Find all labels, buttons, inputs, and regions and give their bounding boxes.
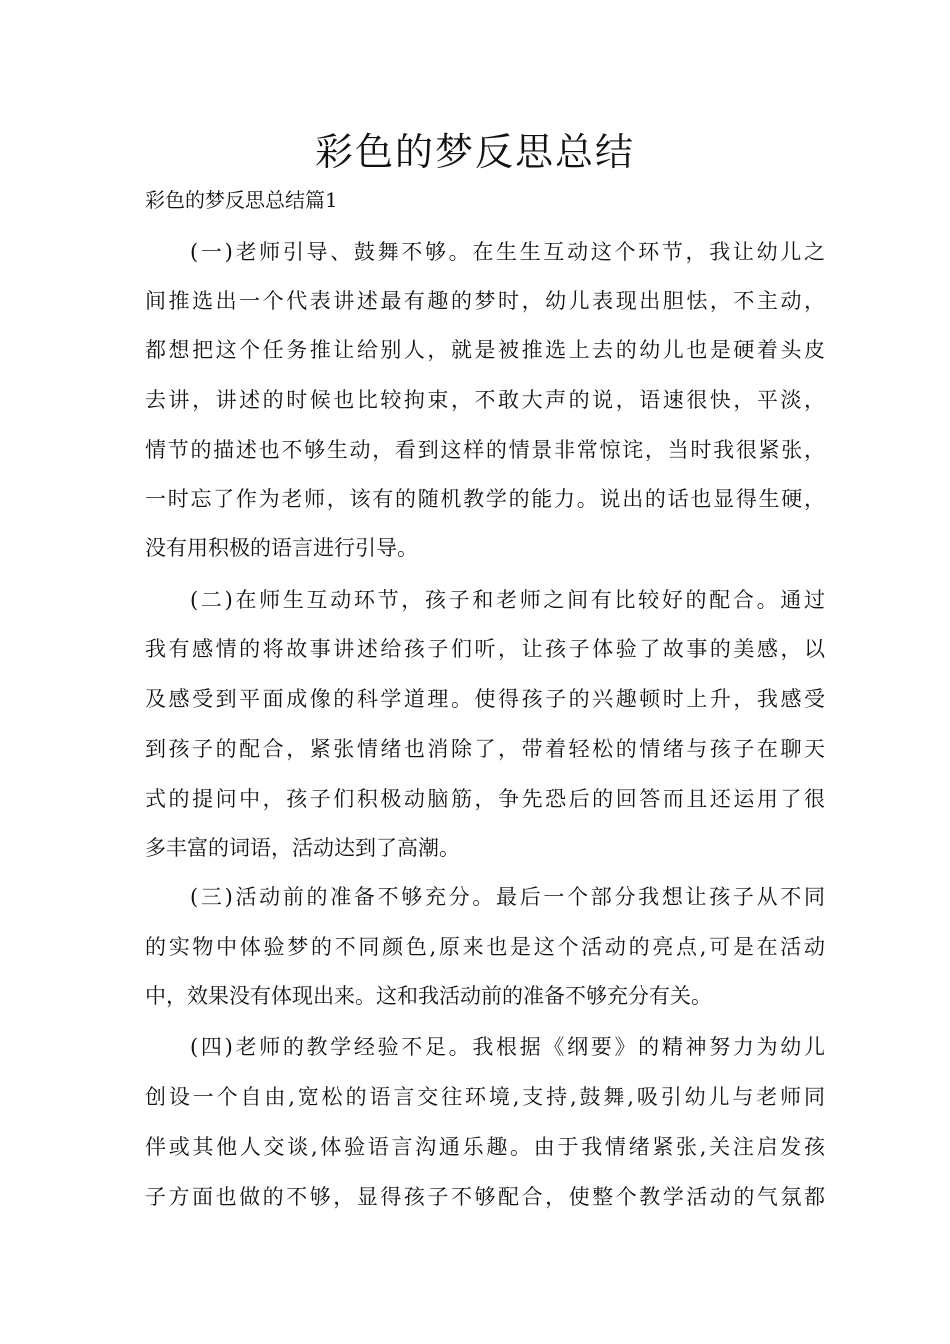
section-heading: 彩色的梦反思总结篇1	[145, 188, 338, 212]
paragraph-1-line: 情节的描述也不够生动，看到这样的情景非常惊诧，当时我很紧张，	[145, 438, 825, 462]
paragraph-1-line: (一)老师引导、鼓舞不够。在生生互动这个环节，我让幼儿之	[190, 240, 825, 264]
paragraph-1-line: 间推选出一个代表讲述最有趣的梦时，幼儿表现出胆怯，不主动，	[145, 289, 825, 313]
paragraph-2-line: 到孩子的配合，紧张情绪也消除了，带着轻松的情绪与孩子在聊天	[145, 737, 825, 761]
paragraph-2-line: 式的提问中，孩子们积极动脑筋，争先恐后的回答而且还运用了很	[145, 787, 825, 811]
paragraph-3-line: (三)活动前的准备不够充分。最后一个部分我想让孩子从不同	[190, 885, 825, 909]
document-title: 彩色的梦反思总结	[314, 130, 635, 174]
paragraph-2-line: (二)在师生互动环节，孩子和老师之间有比较好的配合。通过	[190, 588, 825, 612]
paragraph-3-line: 的实物中体验梦的不同颜色,原来也是这个活动的亮点,可是在活动	[145, 935, 825, 959]
paragraph-1-line: 去讲，讲述的时候也比较拘束，不敢大声的说，语速很快，平淡，	[145, 388, 825, 412]
paragraph-4-line: 子方面也做的不够，显得孩子不够配合，使整个教学活动的气氛都	[145, 1185, 825, 1209]
paragraph-3-line: 中，效果没有体现出来。这和我活动前的准备不够充分有关。	[145, 984, 712, 1008]
paragraph-2-line: 我有感情的将故事讲述给孩子们听，让孩子体验了故事的美感，以	[145, 637, 825, 661]
paragraph-1-line: 一时忘了作为老师，该有的随机教学的能力。说出的话也显得生硬，	[145, 487, 825, 511]
paragraph-2-line: 多丰富的词语，活动达到了高潮。	[145, 836, 460, 860]
paragraph-4-line: (四)老师的教学经验不足。我根据《纲要》的精神努力为幼儿	[190, 1035, 825, 1059]
paragraph-4-line: 创设一个自由,宽松的语言交往环境,支持,鼓舞,吸引幼儿与老师同	[145, 1085, 825, 1109]
paragraph-1-line: 都想把这个任务推让给别人，就是被推选上去的幼儿也是硬着头皮	[145, 338, 825, 362]
paragraph-1-line: 没有用积极的语言进行引导。	[145, 536, 418, 560]
paragraph-2-line: 及感受到平面成像的科学道理。使得孩子的兴趣顿时上升，我感受	[145, 687, 825, 711]
paragraph-4-line: 伴或其他人交谈,体验语言沟通乐趣。由于我情绪紧张,关注启发孩	[145, 1135, 825, 1159]
